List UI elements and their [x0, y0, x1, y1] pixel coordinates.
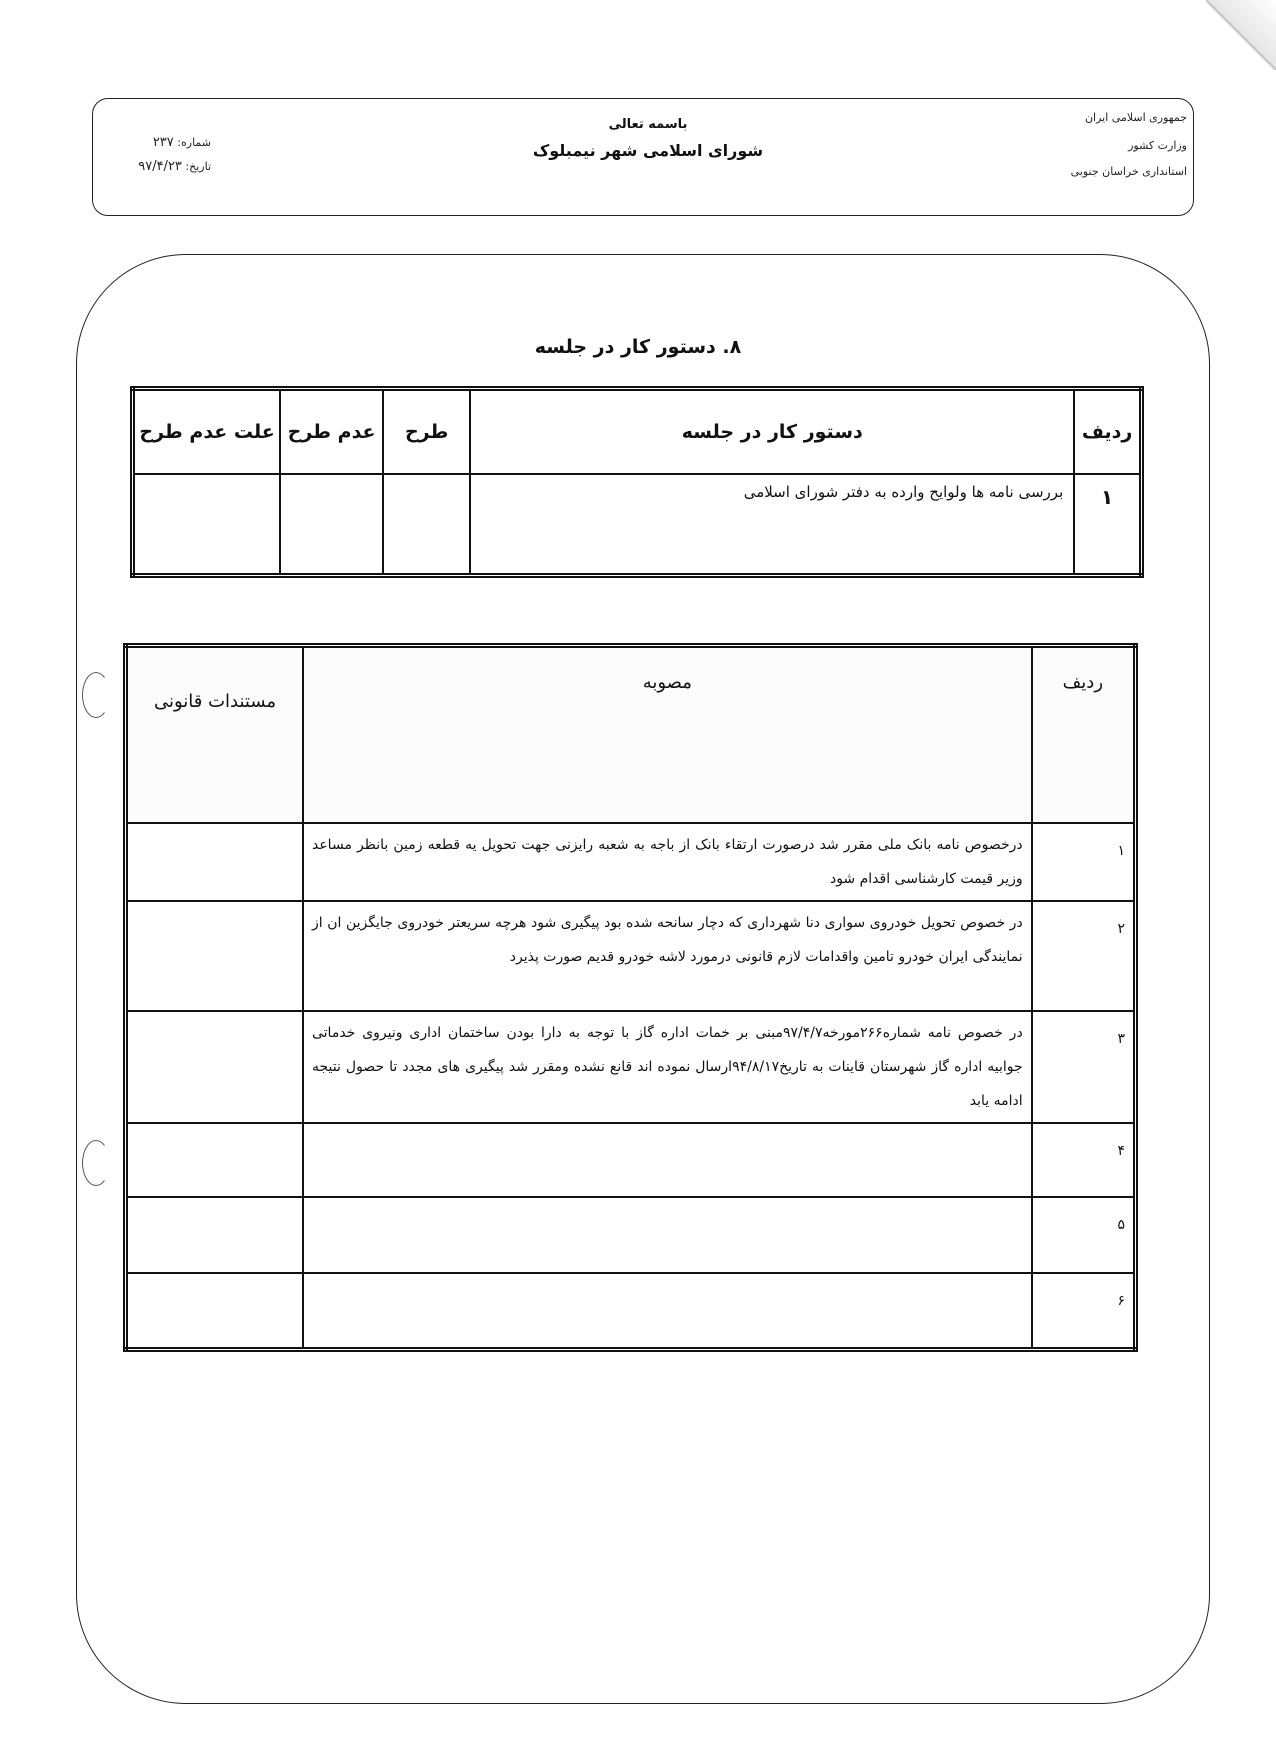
resolution-num: ۳	[1032, 1011, 1136, 1123]
date-value: ۹۷/۴/۲۳	[138, 159, 182, 174]
resolution-docs	[126, 1011, 303, 1123]
agenda-row-num: ۱	[1074, 474, 1141, 576]
punch-hole-mark	[82, 672, 110, 718]
resolution-row-4	[126, 1123, 1136, 1197]
resolution-text	[303, 1123, 1032, 1197]
punch-hole-mark	[82, 1140, 110, 1186]
resolutions-col-text: مصوبه	[303, 646, 1032, 824]
country-line: جمهوری اسلامی ایران	[1084, 111, 1187, 124]
ministry-line: وزارت کشور	[1128, 139, 1187, 152]
resolution-docs	[126, 1123, 303, 1197]
resolution-row-6	[126, 1273, 1136, 1349]
section-title: ۸. دستور کار در جلسه	[534, 336, 742, 358]
agenda-header-row	[133, 389, 1142, 475]
resolution-docs	[126, 1197, 303, 1273]
agenda-row-item: بررسی نامه ها ولوایح وارده به دفتر شورای اسلامی	[470, 474, 1074, 576]
council-name: شورای اسلامی شهر نیمبلوک	[532, 141, 764, 160]
agenda-row-tarh	[383, 474, 470, 576]
resolutions-header-row	[126, 646, 1136, 824]
agenda-col-tarh: طرح	[383, 389, 470, 475]
basmala: باسمه تعالی	[608, 117, 688, 132]
resolution-num: ۲	[1032, 901, 1136, 1011]
agenda-col-adam: عدم طرح	[280, 389, 383, 475]
number-value: ۲۳۷	[152, 135, 174, 150]
agenda-row-ellat	[133, 474, 281, 576]
agenda-row	[133, 474, 1142, 576]
agenda-row-adam	[280, 474, 383, 576]
resolution-num: ۱	[1032, 823, 1136, 901]
resolution-text: درخصوص نامه بانک ملی مقرر شد درصورت ارتقاء بانک از باجه به شعبه رایزنی جهت تحویل یه قطعه زمین بانظر مساعد وزیر قیمت کارشناسی اقدام شود	[303, 823, 1032, 901]
resolution-docs	[126, 1273, 303, 1349]
resolution-docs	[126, 901, 303, 1011]
resolution-row-2	[126, 901, 1136, 1011]
date-label: تاریخ:	[185, 160, 211, 173]
resolution-num: ۴	[1032, 1123, 1136, 1197]
resolution-text: در خصوص تحویل خودروی سواری دنا شهرداری که دچار سانحه شده بود پیگیری شود هرچه سریعتر خودروی جایگزین ان از نمایندگی ایران خودرو تامین واقدامات لازم قانونی درمورد لاشه خودرو قدیم صورت پذیرد	[303, 901, 1032, 1011]
resolutions-col-row: ردیف	[1032, 646, 1136, 824]
letter-number	[121, 135, 211, 150]
letterhead	[92, 98, 1194, 216]
page-corner-fold	[1206, 0, 1276, 70]
agenda-col-ellat: علت عدم طرح	[133, 389, 281, 475]
governorate-line: استانداری خراسان جنوبی	[1070, 165, 1187, 178]
resolution-row-5	[126, 1197, 1136, 1273]
agenda-col-item: دستور کار در جلسه	[470, 389, 1074, 475]
resolution-num: ۵	[1032, 1197, 1136, 1273]
resolutions-col-docs: مستندات قانونی	[126, 646, 303, 824]
resolution-text: در خصوص نامه شماره۲۶۶مورخه۹۷/۴/۷مبنی بر خمات اداره گاز با توجه به دارا بودن ساختمان اداری ونیروی خدماتی جوابیه اداره گاز شهرستان قاینات به تاریخ۹۴/۸/۱۷ارسال نموده اند قانع نشده ومقرر شد پیگیری های مجدد تا حصول نتیجه ادامه یابد	[303, 1011, 1032, 1123]
resolution-row-1	[126, 823, 1136, 901]
resolution-text	[303, 1197, 1032, 1273]
number-label: شماره:	[177, 136, 211, 149]
resolution-text	[303, 1273, 1032, 1349]
agenda-col-row: ردیف	[1074, 389, 1141, 475]
resolution-docs	[126, 823, 303, 901]
resolution-num: ۶	[1032, 1273, 1136, 1349]
resolution-row-3	[126, 1011, 1136, 1123]
agenda-table	[130, 386, 1144, 578]
resolutions-table	[123, 643, 1138, 1352]
letter-date	[121, 159, 211, 174]
